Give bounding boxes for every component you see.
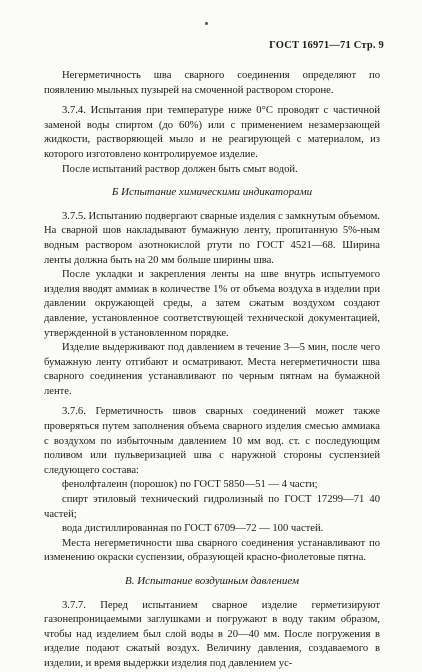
running-header: ГОСТ 16971—71 Стр. 9 (269, 40, 384, 51)
page-body (44, 69, 380, 672)
paragraph: После укладки и закрепления ленты на шве внутрь испытуемого изделия вводят аммиак в количестве 1% от объема воздуха в изделии при давлении окружающей среды, а затем сжатым воздухом создают давление, установленное соответствующей технической документацией, утвержденной в установленном порядке. (44, 269, 380, 339)
page-mark-dot (205, 22, 208, 25)
paragraph: После испытаний раствор должен быть смыт водой. (62, 163, 298, 175)
list-item: фенолфталеин (порошок) по ГОСТ 5850—51 — 4 части; (62, 479, 318, 491)
paragraph-3-7-4: 3.7.4. Испытания при температуре ниже 0°С проводят с частичной заменой воды спиртом (до 60%) или с применением незамерзающей жидкости, растворяющей мыло и не реагирующей с материалом, из которого изготовлено контролируемое изделие. (44, 105, 380, 160)
section-heading-b: Б Испытание химическими индикаторами (111, 186, 313, 199)
paragraph-3-7-6: 3.7.6. Герметичность швов сварных соединений может также проверяться путем заполнения объема сварного изделия смесью аммиака с воздухом по избыточным давлением 10 мм вод. ст. с последующим поливом или пульверизацией шва с наружной стороны суспензией следующего состава: (44, 406, 380, 476)
section-heading-v: В. Испытание воздушным давлением (125, 575, 299, 587)
list-item: спирт этиловый технический гидролизный по ГОСТ 17299—71 40 частей; (44, 494, 380, 520)
paragraph: Изделие выдерживают под давлением в течение 3—5 мин, после чего бумажную ленту отгибают и осматривают. Места негерметичности шва сварного соединения устанавливают по черным пятнам на бумажной ленте. (44, 342, 380, 397)
paragraph: Негерметичность шва сварного соединения определяют по появлению мыльных пузырей на смоченной раствором стороне. (44, 70, 380, 96)
paragraph: Места негерметичности шва сварного соединения устанавливают по изменению окраски суспензии, образующей красно-фиолетовые пятна. (44, 537, 380, 564)
list-item: вода дистиллированная по ГОСТ 6709—72 — 100 частей. (62, 523, 324, 535)
paragraph-3-7-5: 3.7.5. Испытанию подвергают сварные изделия с замкнутым объемом. На сварной шов накладывают бумажную ленту, пропитанную 5%-ным водным раствором азотнокислой ртути по ГОСТ 4521—68. Ширина ленты должна быть на 20 мм больше ширины шва. (44, 210, 380, 266)
paragraph-3-7-7: 3.7.7. Перед испытанием сварное изделие герметизируют газонепроницаемыми заглушками и погружают в воду таким образом, чтобы над изделием был слой воды в 20—40 мм. После погружения в изделие подают сжатый воздух. Величину давления, создаваемого в изделии, и время выдержки изделия под давлением ус- (44, 599, 380, 669)
